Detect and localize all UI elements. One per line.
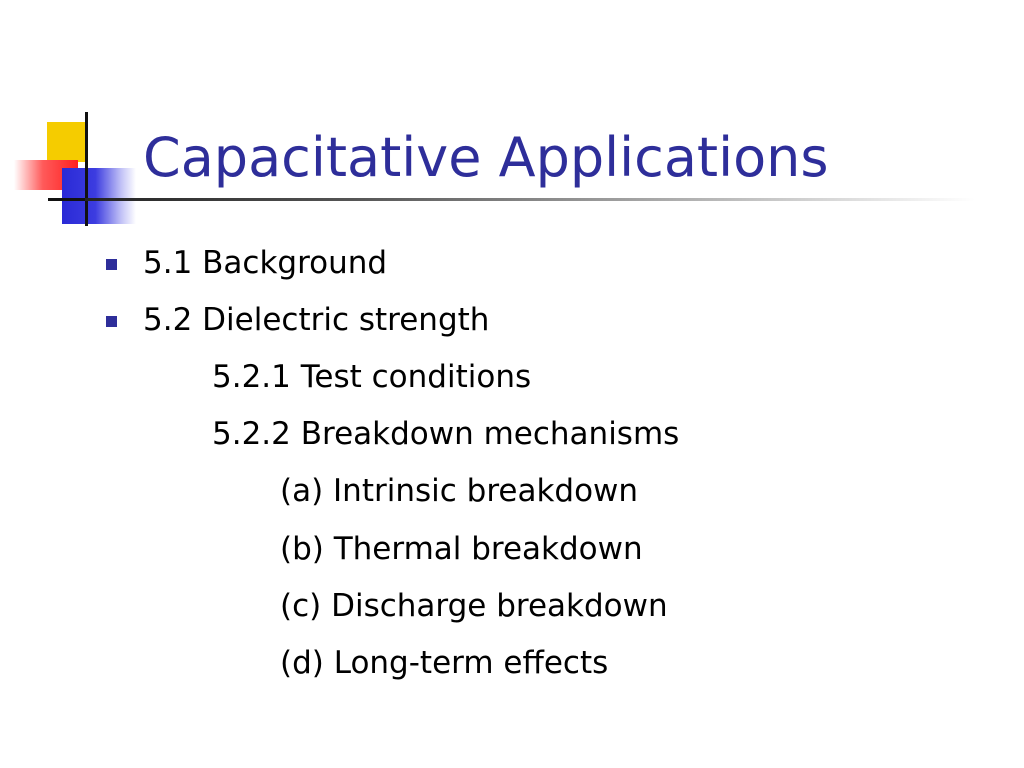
bullet-icon — [106, 316, 117, 327]
yellow-square — [47, 122, 85, 162]
logo-vertical-line — [85, 112, 88, 226]
outline-item-level-2: 5.2.1 Test conditions — [212, 359, 532, 395]
outline-item-level-1: 5.1 Background — [143, 245, 388, 281]
title-underline — [85, 198, 975, 201]
outline-item-level-2: 5.2.2 Breakdown mechanisms — [212, 416, 680, 452]
decorative-squares-logo — [0, 0, 150, 240]
bullet-icon — [106, 259, 117, 270]
outline-item-level-3: (d) Long-term effects — [280, 645, 609, 681]
outline-item-level-3: (b) Thermal breakdown — [280, 531, 643, 567]
outline-item-level-3: (c) Discharge breakdown — [280, 588, 668, 624]
slide-title: Capacitative Applications — [143, 126, 829, 189]
outline-item-level-1: 5.2 Dielectric strength — [143, 302, 490, 338]
outline-item-level-3: (a) Intrinsic breakdown — [280, 473, 639, 509]
blue-square — [62, 168, 136, 224]
